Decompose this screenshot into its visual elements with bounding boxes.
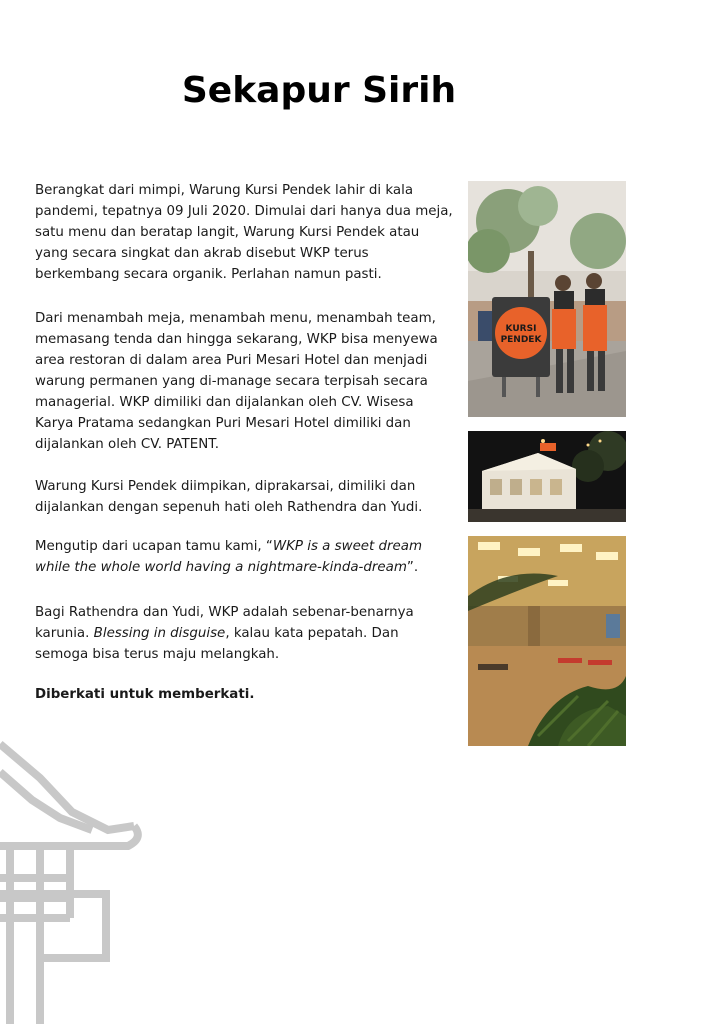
sign-text-line1: KURSI <box>505 324 537 334</box>
paragraph-blessing: Bagi Rathendra dan Yudi, WKP adalah sebenar-benarnya karunia. Blessing in disguise, kalau kata pepatah. Dan semoga bisa terus maju melangkah. <box>35 605 414 662</box>
guest-quote: WKP is a sweet dream while the whole world having a nightmare-kinda-dream <box>35 539 423 575</box>
paragraph-quote: Mengutip dari ucapan tamu kami, “WKP is a sweet dream while the whole world having a nightmare-kinda-dream”. <box>35 539 423 575</box>
blessing-phrase: Blessing in disguise <box>93 626 226 641</box>
restaurant-interior-photo <box>468 536 626 746</box>
paragraph-founders: Warung Kursi Pendek diimpikan, diprakarsai, dimiliki dan dijalankan dengan sepenuh hati oleh Rathendra dan Yudi. <box>35 479 423 515</box>
sign-text-line2: PENDEK <box>500 335 542 345</box>
closing-line: Diberkati untuk memberkati. <box>35 687 255 702</box>
roof-ornament <box>0 738 160 1024</box>
night-tent-photo <box>468 431 626 522</box>
paragraph-growth: Dari menambah meja, menambah menu, menambah team, memasang tenda dan hingga sekarang, WKP bisa menyewa area restoran di dalam area Puri Mesari Hotel dan menjadi warung permanen yang di-manage secara terpisah secara managerial. WKP dimiliki dan dijalankan oleh CV. Wisesa Karya Pratama sedangkan Puri Mesari Hotel dimiliki dan dijalankan oleh CV. PATENT. <box>35 311 438 452</box>
owners-photo <box>468 181 626 417</box>
paragraph-intro: Berangkat dari mimpi, Warung Kursi Pendek lahir di kala pandemi, tepatnya 09 Juli 2020. Dimulai dari hanya dua meja, satu menu dan beratap langit, Warung Kursi Pendek atau yang secara singkat dan akrab disebut WKP terus berkembang secara organik. Perlahan namun pasti. <box>35 183 453 282</box>
page-title: Sekapur Sirih <box>181 70 457 111</box>
